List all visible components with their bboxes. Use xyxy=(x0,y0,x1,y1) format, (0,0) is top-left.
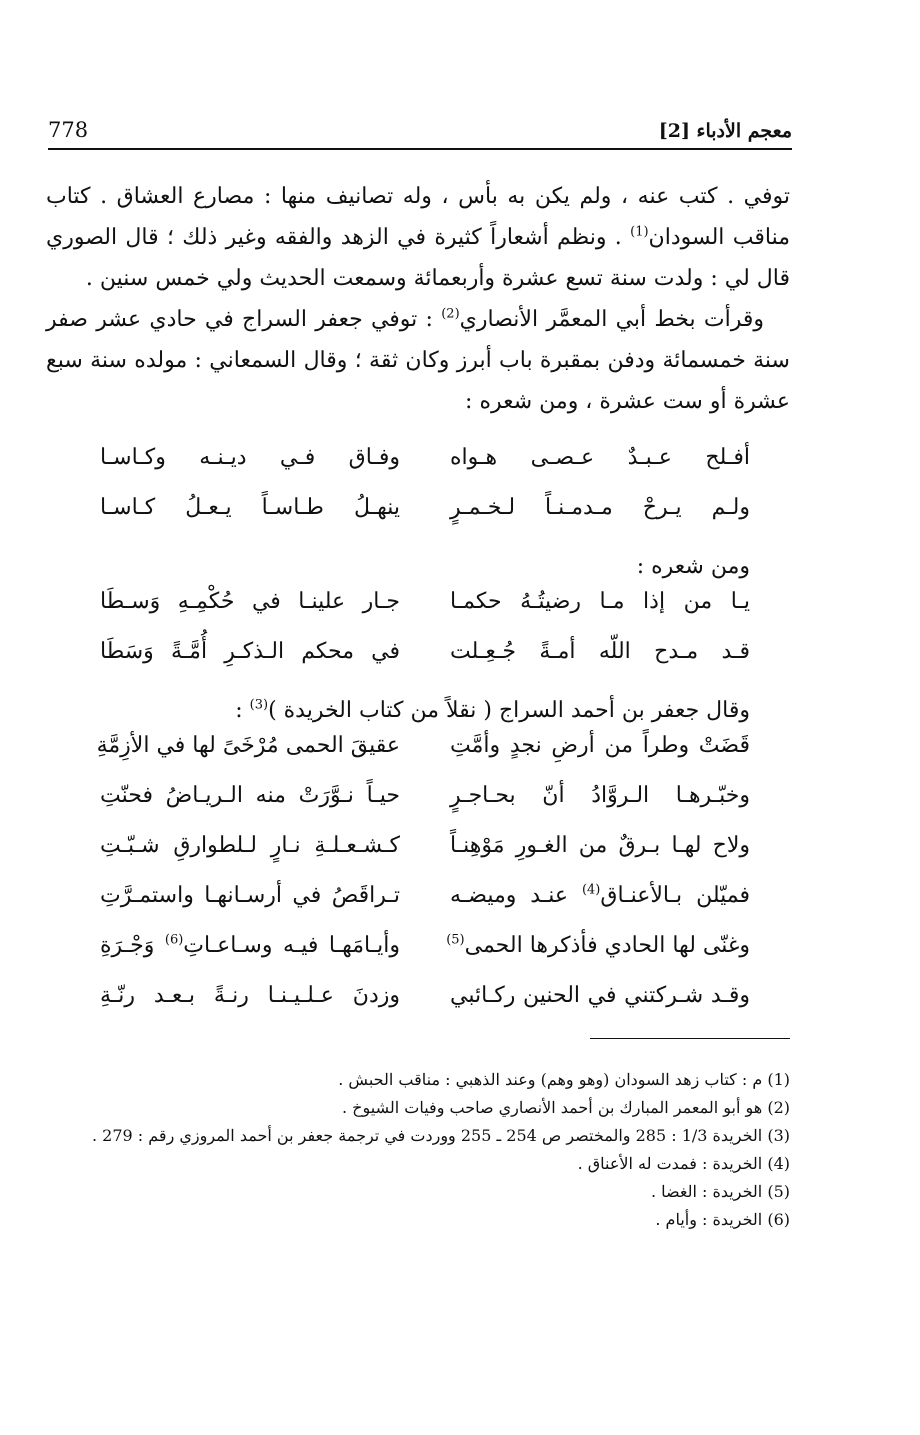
paragraph-2-continuation: : توفي جعفر السراج في حادي عشر صفر سنة خمسمائة ودفن بمقبرة باب أبرز وكان ثقة ؛ وقال السمعاني : مولده سنة سبع عشرة أو ست عشرة ، ومن شعره : xyxy=(46,307,790,414)
hemistich-text: وزدنَ عـلـيـنـا رنـةً بـعـد رنّـةِ xyxy=(100,983,400,1008)
verse-first-hemistich: يـا من إذا مـا رضيتُـهُ حكمـا xyxy=(450,589,750,614)
footnote-ref-6: (6) xyxy=(164,932,184,948)
paragraph-2-text: وقرأت بخط أبي المعمَّر الأنصاري xyxy=(459,307,764,332)
footnote-6: (6) الخريدة : وأيام . xyxy=(655,1210,790,1229)
hemistich-text: وأيـامَهـا فيـه وسـاعـاتِ xyxy=(183,933,401,958)
hemistich-text-end: وَجْـرَةِ xyxy=(100,933,165,958)
poem-intro-end: : xyxy=(235,698,250,723)
verse-second-hemistich xyxy=(100,983,400,1008)
footnote-ref-3: (3) xyxy=(249,697,269,713)
paragraph-2 xyxy=(46,299,790,422)
verse-second-hemistich: في محكم الـذكـرِ أُمَّـةً وَسَطَا xyxy=(100,639,400,664)
hemistich-text: عقيقَ الحمى مُرْخَىً لها في الأزِمَّةِ xyxy=(96,733,400,758)
verse-second-hemistich: وفـاق فـي ديـنـه وكـاسـا xyxy=(100,445,400,470)
hemistich-text: تـراقَصُ في أرسـانهـا واستمـرَّتِ xyxy=(100,883,400,908)
verse-line xyxy=(100,445,750,495)
paragraph-1-text: توفي . كتب عنه ، ولم يكن به بأس ، وله تصانيف منها : مصارع العشاق . كتاب مناقب السودان xyxy=(46,184,790,250)
verse-first-hemistich xyxy=(450,833,750,858)
verse-first-hemistich: أفـلح عـبـدٌ عـصـى هـواه xyxy=(450,445,750,470)
footnote-1: (1) م : كتاب زهد السودان (وهو وهم) وعند الذهبي : مناقب الحبش . xyxy=(338,1070,790,1089)
verse-line xyxy=(100,933,750,983)
verse-line xyxy=(100,495,750,545)
verse-first-hemistich xyxy=(450,983,750,1008)
verse-line xyxy=(100,783,750,833)
prose-body xyxy=(46,176,790,422)
verse-line xyxy=(100,883,750,933)
hemistich-text: وغنّى لها الحادي فأذكرها الحمى xyxy=(464,933,750,958)
verse-first-hemistich xyxy=(450,883,750,908)
footnote-divider xyxy=(590,1038,790,1039)
footnote-3: (3) الخريدة 1/3 : 285 والمختصر ص 254 ـ 255 ووردت في ترجمة جعفر بن أحمد المروزي رقم : 279 . xyxy=(91,1126,790,1145)
verse-second-hemistich: ينهـلُ طـاسـاً يـعـلُ كـاسـا xyxy=(100,495,400,520)
book-title: معجم الأدباء [2] xyxy=(658,120,792,142)
footnotes xyxy=(36,1066,790,1234)
hemistich-text: وخبّـرهـا الـروَّادُ أنّ بحـاجـرٍ xyxy=(450,783,750,808)
footnote-5: (5) الخريدة : الغضا . xyxy=(651,1182,790,1201)
footnote-ref-1: (1) xyxy=(630,224,649,240)
verse-second-hemistich: جـار علينـا في حُكْمِـهِ وَسـطَا xyxy=(100,589,400,614)
verse-first-hemistich xyxy=(446,932,750,958)
verse-second-hemistich xyxy=(100,933,400,958)
verse-first-hemistich: قـد مـدح اللّه أمـةً جُـعِـلت xyxy=(450,639,750,664)
verse-second-hemistich xyxy=(100,833,400,858)
footnote-2: (2) هو أبو المعمر المبارك بن أحمد الأنصاري صاحب وفيات الشيوخ . xyxy=(342,1098,790,1117)
hemistich-text: حيـاً نـوَّرَتْ منه الـريـاضُ فحنّتِ xyxy=(100,783,400,808)
verse-line xyxy=(100,589,750,639)
verse-line xyxy=(100,833,750,883)
hemistich-text: قَضَتْ وطراً من أرضِ نجدٍ وأمَّتِ xyxy=(450,733,750,758)
verse-line xyxy=(100,983,750,1033)
poem-intro-text: وقال جعفر بن أحمد السراج ( نقلاً من كتاب الخريدة ) xyxy=(268,698,750,723)
footnote-ref-5: (5) xyxy=(446,932,465,948)
hemistich-text: ولاح لهـا بـرقٌ من الغـورِ مَوْهِنـاً xyxy=(450,833,750,858)
poetry-block xyxy=(96,445,750,1033)
footnote-ref-4: (4) xyxy=(581,882,601,898)
verse-second-hemistich xyxy=(100,783,400,808)
footnote-ref-2: (2) xyxy=(441,306,460,322)
verse-line xyxy=(96,733,750,783)
hemistich-text: كـشـعـلـةِ نـارٍ لـلطوارقِ شـبّـتِ xyxy=(100,833,400,858)
poem-intro: ومن شعره : xyxy=(636,554,750,579)
verse-first-hemistich: ولـم يـرحْ مـدمـنـاً لـخـمـرٍ xyxy=(450,495,750,520)
verse-second-hemistich xyxy=(96,733,400,758)
paragraph-1 xyxy=(46,176,790,299)
verse-first-hemistich xyxy=(450,783,750,808)
page-header xyxy=(48,108,792,150)
verse-line xyxy=(100,639,750,689)
page-number: 778 xyxy=(48,118,89,142)
verse-second-hemistich xyxy=(100,883,400,908)
poem-intro xyxy=(100,689,750,733)
verse-first-hemistich xyxy=(450,733,750,758)
hemistich-text: فميّلن بـالأعنـاق xyxy=(600,883,750,908)
hemistich-text-end: عنـد وميضـه xyxy=(450,883,582,908)
paragraph-1-continuation: . ونظم أشعاراً كثيرة في الزهد والفقه وغير ذلك ؛ قال الصوري قال لي : ولدت سنة تسع عشرة وأربعمائة وسمعت الحديث ولي خمس سنين . xyxy=(46,225,790,291)
footnote-4: (4) الخريدة : فمدت له الأعناق . xyxy=(577,1154,790,1173)
hemistich-text: وقـد شـركتني في الحنين ركـائبي xyxy=(450,983,750,1008)
